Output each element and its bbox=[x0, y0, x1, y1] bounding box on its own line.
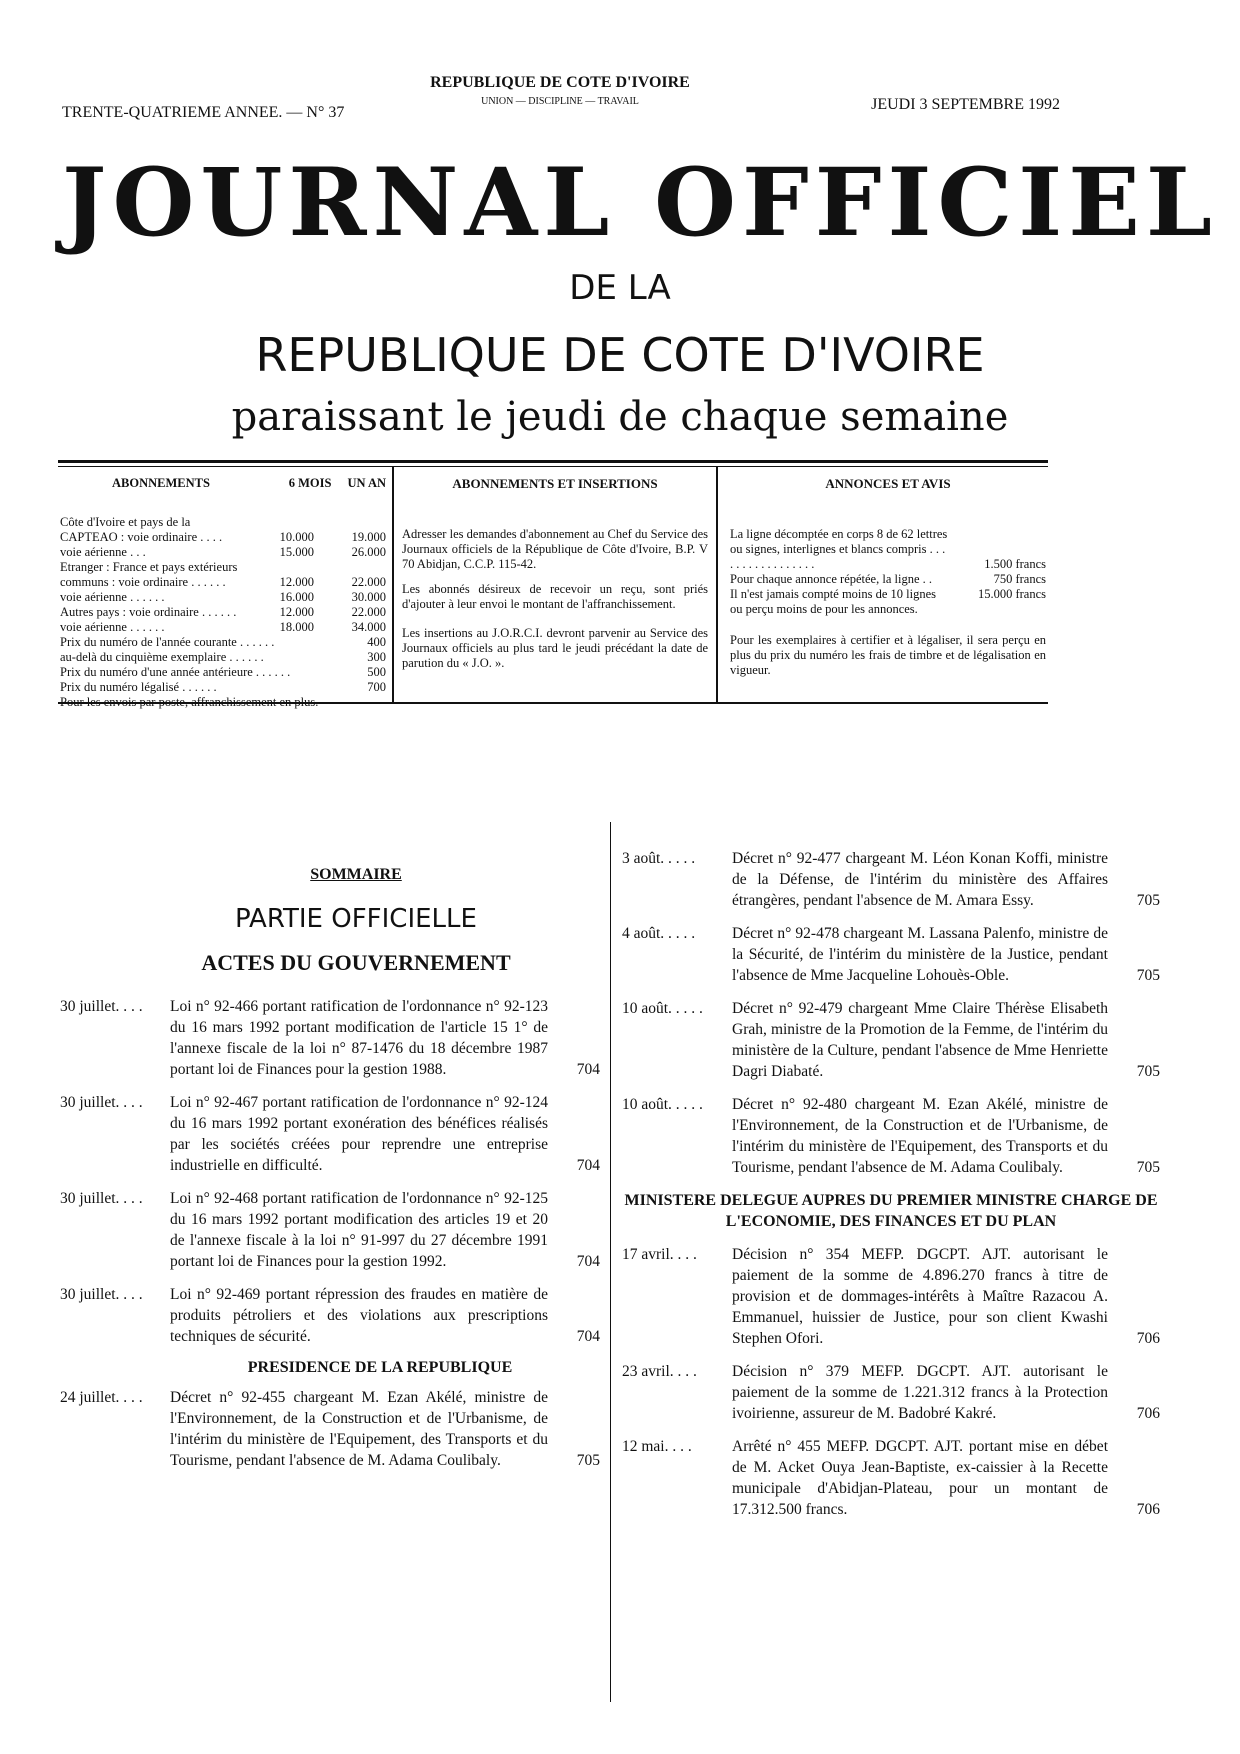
header-republic-block bbox=[400, 74, 720, 107]
abonnement-an: 30.000 bbox=[351, 590, 386, 604]
journal-title: JOURNAL OFFICIEL bbox=[62, 148, 1218, 258]
abonnement-row bbox=[60, 605, 386, 620]
abonnement-row bbox=[60, 590, 386, 605]
ministere-list bbox=[622, 1244, 1160, 1520]
abonnement-an: 22.000 bbox=[351, 575, 386, 589]
annonces-v3: 15.000 francs bbox=[977, 587, 1046, 601]
abonnement-an bbox=[342, 515, 386, 530]
abonnement-values bbox=[270, 575, 386, 590]
left-column bbox=[60, 866, 600, 1483]
entry-text: Loi n° 92-466 portant ratification de l'ordonnance n° 92-123 du 16 mars 1992 portant modification de l'article 15 1° de l'annexe fiscale de la loi n° 87-1476 du 18 décembre 1987 portant loi de Finances pour la gestion 1988. bbox=[170, 998, 548, 1078]
actes-list bbox=[60, 996, 600, 1347]
presidence-list bbox=[60, 1387, 600, 1471]
abonnement-6mois: 12.000 bbox=[279, 575, 314, 589]
price-value: 500 bbox=[367, 665, 386, 679]
annonces-l2: Pour chaque annonce répétée, la ligne . . bbox=[730, 572, 932, 586]
entry-page: 704 bbox=[576, 1253, 600, 1270]
entry-page: 705 bbox=[1136, 892, 1160, 909]
annonces-title: ANNONCES ET AVIS bbox=[825, 476, 951, 491]
price-row bbox=[60, 665, 386, 680]
entry-date: 10 août. . . . . bbox=[622, 1000, 703, 1017]
entry-date: 12 mai. . . . bbox=[622, 1438, 692, 1455]
tagline: paraissant le jeudi de chaque semaine bbox=[231, 394, 1009, 440]
entry-page: 706 bbox=[1136, 1405, 1160, 1422]
abonnement-an: 22.000 bbox=[351, 605, 386, 619]
entry-text: Décret n° 92-478 chargeant M. Lassana Palenfo, ministre de la Sécurité, de l'intérim du ministère de la Justice, pendant l'absence de Mme Jacqueline Lohouès-Oble. bbox=[732, 925, 1108, 984]
price-row bbox=[60, 680, 386, 695]
sommaire-entry bbox=[60, 1188, 600, 1272]
abonnement-values bbox=[270, 560, 386, 575]
sommaire-entry bbox=[622, 923, 1160, 986]
year-number: TRENTE-QUATRIEME ANNEE. — N° 37 bbox=[62, 104, 345, 121]
abonnement-an: 26.000 bbox=[351, 545, 386, 559]
price-row bbox=[60, 635, 386, 650]
entry-text: Décision n° 379 MEFP. DGCPT. AJT. autorisant le paiement de la somme de 1.221.312 francs à la Protection ivoirienne, assureur de M. Badobré Kakré. bbox=[732, 1363, 1108, 1422]
insertions-title: ABONNEMENTS ET INSERTIONS bbox=[452, 476, 658, 491]
annonces-l1: La ligne décomptée en corps 8 de 62 lettres ou signes, interlignes et blancs compris . . . . . . . . . . . . . . . . . bbox=[730, 527, 948, 571]
abonnement-label: Etranger : France et pays extérieurs bbox=[60, 560, 238, 574]
sommaire-entry bbox=[622, 1094, 1160, 1178]
abonnements-prices bbox=[60, 635, 386, 695]
sommaire-entry bbox=[622, 848, 1160, 911]
price-row bbox=[60, 650, 386, 665]
issue-date: JEUDI 3 SEPTEMBRE 1992 bbox=[871, 96, 1060, 113]
entry-text: Arrêté n° 455 MEFP. DGCPT. AJT. portant mise en débet de M. Acket Ouya Jean-Baptiste, ex-caissier à la Recette municipale d'Abidjan-Plateau, pour un montant de 17.312.500 francs. bbox=[732, 1438, 1108, 1518]
col-an: UN AN bbox=[347, 476, 386, 490]
entry-page: 704 bbox=[576, 1061, 600, 1078]
right-column bbox=[622, 848, 1160, 1532]
price-label: au-delà du cinquième exemplaire . . . . . . bbox=[60, 650, 264, 664]
abonnement-label: CAPTEAO : voie ordinaire . . . . bbox=[60, 530, 223, 544]
entry-date: 30 juillet. . . . bbox=[60, 1190, 143, 1207]
actes-title: ACTES DU GOUVERNEMENT bbox=[201, 950, 511, 975]
sommaire-entry bbox=[622, 1436, 1160, 1520]
price-label: Prix du numéro d'une année antérieure . . . . . . bbox=[60, 665, 291, 679]
entry-text: Loi n° 92-468 portant ratification de l'ordonnance n° 92-125 du 16 mars 1992 portant modification des articles 19 et 20 de l'annexe fiscale à la loi n° 91-997 du 27 décembre 1991 portant loi de Finances pour la gestion 1992. bbox=[170, 1190, 548, 1270]
abonnement-label: voie aérienne . . . bbox=[60, 545, 146, 559]
abonnement-label: voie aérienne . . . . . . bbox=[60, 590, 165, 604]
insertions-p1: Adresser les demandes d'abonnement au Chef du Service des Journaux officiels de la République de Côte d'Ivoire, B.P. V 70 Abidjan, C.C.P. 115-42. bbox=[402, 527, 708, 571]
abonnement-6mois bbox=[270, 515, 314, 530]
col-6mois: 6 MOIS bbox=[288, 476, 332, 490]
annonces-v2: 750 francs bbox=[993, 572, 1046, 586]
abonnement-row bbox=[60, 620, 386, 635]
abonnement-row bbox=[60, 545, 386, 560]
entry-date: 17 avril. . . . bbox=[622, 1246, 697, 1263]
entry-page: 705 bbox=[1136, 1159, 1160, 1176]
sommaire-entry bbox=[622, 1244, 1160, 1349]
box-divider-1 bbox=[392, 466, 394, 702]
entry-date: 10 août. . . . . bbox=[622, 1096, 703, 1113]
entry-text: Décret n° 92-480 chargeant M. Ezan Akélé, ministre de l'Environnement, de la Construction et de l'Urbanisme, de l'intérim du ministère de l'Equipement, des Transports et du Tourisme, pendant l'absence de M. Adama Coulibaly. bbox=[732, 1096, 1108, 1176]
insertions-p2: Les abonnés désireux de recevoir un reçu, sont priés d'ajouter à leur envoi le montant de l'affranchissement. bbox=[402, 582, 708, 611]
entry-page: 706 bbox=[1136, 1501, 1160, 1518]
entry-date: 23 avril. . . . bbox=[622, 1363, 697, 1380]
abonnement-label: communs : voie ordinaire . . . . . . bbox=[60, 575, 226, 589]
insertions-p3: Les insertions au J.O.R.C.I. devront parvenir au Service des Journaux officiels au plus tard le jeudi précédant la date de parution du « J.O. ». bbox=[402, 626, 708, 670]
header-republic: REPUBLIQUE DE COTE D'IVOIRE bbox=[430, 74, 690, 91]
box-top-rule-thin bbox=[58, 466, 1048, 467]
abonnements-title: ABONNEMENTS bbox=[112, 476, 210, 490]
annonces-v1: 1.500 francs bbox=[984, 557, 1046, 571]
price-label: Prix du numéro de l'année courante . . . . . . bbox=[60, 635, 275, 649]
de-la: DE LA bbox=[569, 268, 671, 308]
header-motto: UNION — DISCIPLINE — TRAVAIL bbox=[481, 96, 639, 107]
entry-text: Décision n° 354 MEFP. DGCPT. AJT. autorisant le paiement de la somme de 4.896.270 francs à titre de provision et de dommages-intérêts à Maître Razacou A. Emmanuel, huissier de Justice, pour son client Kwashi Stephen Ofori. bbox=[732, 1246, 1108, 1347]
entry-page: 705 bbox=[1136, 967, 1160, 984]
abonnement-values bbox=[270, 605, 386, 620]
box-divider-2 bbox=[716, 466, 718, 702]
abonnement-an: 34.000 bbox=[351, 620, 386, 634]
abonnement-6mois: 18.000 bbox=[279, 620, 314, 634]
insertions-box bbox=[402, 476, 708, 671]
sommaire-entry bbox=[622, 998, 1160, 1082]
box-top-rule bbox=[58, 460, 1048, 463]
entry-page: 706 bbox=[1136, 1330, 1160, 1347]
entry-page: 704 bbox=[576, 1328, 600, 1345]
abonnements-rows bbox=[60, 515, 386, 635]
abonnement-values bbox=[270, 530, 386, 545]
sommaire-entry bbox=[60, 996, 600, 1080]
entry-date: 3 août. . . . . bbox=[622, 850, 696, 867]
country-title: REPUBLIQUE DE COTE D'IVOIRE bbox=[255, 328, 985, 382]
entry-date: 30 juillet. . . . bbox=[60, 998, 143, 1015]
partie-officielle: PARTIE OFFICIELLE bbox=[235, 904, 477, 934]
price-value: 300 bbox=[367, 650, 386, 664]
column-divider bbox=[610, 822, 611, 1702]
sommaire-title: SOMMAIRE bbox=[310, 866, 402, 883]
entry-date: 4 août. . . . . bbox=[622, 925, 696, 942]
abonnement-6mois bbox=[270, 560, 314, 575]
entry-text: Loi n° 92-467 portant ratification de l'ordonnance n° 92-124 du 16 mars 1992 portant exonération des bénéfices réalisés par les sociétés créées pour reprendre une entreprise industrielle en difficulté. bbox=[170, 1094, 548, 1174]
presidence-title: PRESIDENCE DE LA REPUBLIQUE bbox=[247, 1359, 513, 1376]
abonnements-note: Pour les envois par poste, affranchissement en plus. bbox=[60, 695, 319, 709]
abonnement-row bbox=[60, 560, 386, 575]
abonnement-an: 19.000 bbox=[351, 530, 386, 544]
entry-text: Décret n° 92-477 chargeant M. Léon Konan Koffi, ministre de la Défense, de l'intérim du ministère des Affaires étrangères, pendant l'absence de M. Amara Essy. bbox=[732, 850, 1108, 909]
abonnement-values bbox=[270, 590, 386, 605]
entry-text: Décret n° 92-455 chargeant M. Ezan Akélé, ministre de l'Environnement, de la Construction et de l'Urbanisme, de l'intérim du ministère de l'Equipement, des Transports et du Tourisme, pendant l'absence de M. Adama Coulibaly. bbox=[170, 1389, 548, 1469]
ministere-title: MINISTERE DELEGUE AUPRES DU PREMIER MINISTRE CHARGE DE L'ECONOMIE, DES FINANCES ET DU PLAN bbox=[624, 1192, 1158, 1230]
sommaire-entry bbox=[60, 1092, 600, 1176]
entry-date: 24 juillet. . . . bbox=[60, 1389, 143, 1406]
abonnement-row bbox=[60, 515, 386, 530]
sommaire-entry bbox=[60, 1387, 600, 1471]
abonnement-values bbox=[270, 515, 386, 530]
entry-date: 30 juillet. . . . bbox=[60, 1094, 143, 1111]
sommaire-entry bbox=[60, 1284, 600, 1347]
abonnement-label: voie aérienne . . . . . . bbox=[60, 620, 165, 634]
abonnement-label: Côte d'Ivoire et pays de la bbox=[60, 515, 191, 529]
abonnements-box bbox=[60, 476, 386, 710]
sommaire-entry bbox=[622, 1361, 1160, 1424]
abonnement-6mois: 10.000 bbox=[279, 530, 314, 544]
entry-page: 705 bbox=[1136, 1063, 1160, 1080]
abonnement-6mois: 16.000 bbox=[279, 590, 314, 604]
annonces-box bbox=[730, 476, 1046, 678]
abonnement-row bbox=[60, 575, 386, 590]
abonnement-an bbox=[342, 560, 386, 575]
annonces-l4: Pour les exemplaires à certifier et à légaliser, il sera perçu en plus du prix du numéro les frais de timbre et de légalisation en vigueur. bbox=[730, 633, 1046, 677]
abonnement-values bbox=[270, 620, 386, 635]
entry-text: Loi n° 92-469 portant répression des fraudes en matière de produits pétroliers et des violations aux prescriptions techniques de sécurité. bbox=[170, 1286, 548, 1345]
abonnement-6mois: 15.000 bbox=[279, 545, 314, 559]
price-value: 700 bbox=[367, 680, 386, 694]
entry-date: 30 juillet. . . . bbox=[60, 1286, 143, 1303]
entry-page: 704 bbox=[576, 1157, 600, 1174]
entry-page: 705 bbox=[576, 1452, 600, 1469]
abonnement-6mois: 12.000 bbox=[279, 605, 314, 619]
price-value: 400 bbox=[367, 635, 386, 649]
annonces-l3: Il n'est jamais compté moins de 10 lignes ou perçu moins de pour les annonces. bbox=[730, 587, 937, 616]
entry-text: Décret n° 92-479 chargeant Mme Claire Thérèse Elisabeth Grah, ministre de la Promotion de la Femme, de l'intérim du ministère de la Culture, pendant l'absence de Mme Henriette Dagri Diabaté. bbox=[732, 1000, 1108, 1080]
abonnement-row bbox=[60, 530, 386, 545]
price-label: Prix du numéro légalisé . . . . . . bbox=[60, 680, 217, 694]
abonnement-label: Autres pays : voie ordinaire . . . . . . bbox=[60, 605, 237, 619]
abonnement-values bbox=[270, 545, 386, 560]
decrets-list bbox=[622, 848, 1160, 1178]
